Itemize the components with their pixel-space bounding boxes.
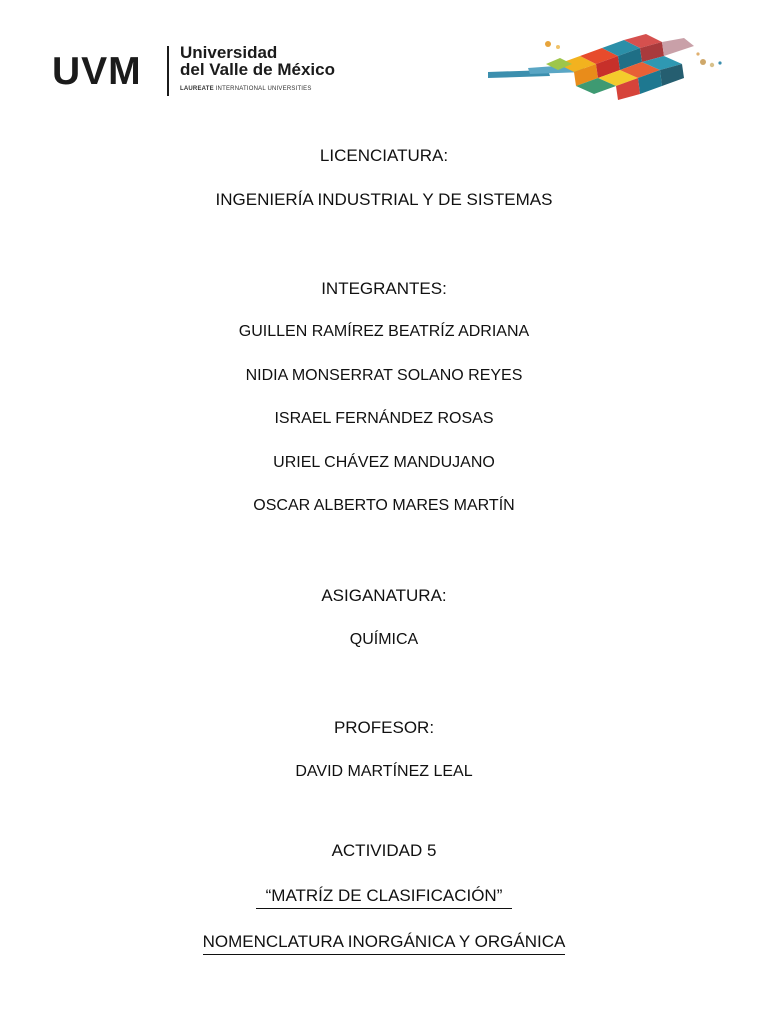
activity-subtitle-line: [0, 931, 768, 955]
university-name-line2: del Valle de México: [180, 60, 335, 79]
activity-label: ACTIVIDAD 5: [331, 841, 437, 860]
laureate-tagline: [180, 86, 312, 92]
degree-label: LICENCIATURA:: [319, 146, 449, 165]
colored-cubes-graphic: [488, 34, 728, 100]
subject-label: ASIGANATURA:: [321, 586, 447, 605]
laureate-tag-bold: LAUREATE: [180, 86, 214, 92]
professor-label: PROFESOR:: [333, 718, 435, 737]
laureate-tag-rest: INTERNATIONAL UNIVERSITIES: [213, 86, 312, 92]
member-name: OSCAR ALBERTO MARES MARTÍN: [253, 497, 515, 514]
activity-subtitle: NOMENCLATURA INORGÁNICA Y ORGÁNICA: [203, 931, 566, 955]
member-name: NIDIA MONSERRAT SOLANO REYES: [245, 367, 523, 384]
professor-value: DAVID MARTÍNEZ LEAL: [295, 763, 473, 780]
member-name: URIEL CHÁVEZ MANDUJANO: [273, 454, 495, 471]
activity-title-line: [0, 885, 768, 909]
member-name: GUILLEN RAMÍREZ BEATRÍZ ADRIANA: [238, 323, 530, 340]
subject-value: QUÍMICA: [349, 631, 419, 648]
member-name: ISRAEL FERNÁNDEZ ROSAS: [274, 410, 494, 427]
university-name-line1: Universidad: [180, 43, 278, 62]
activity-title: “MATRÍZ DE CLASIFICACIÓN”: [256, 885, 513, 909]
degree-value: INGENIERÍA INDUSTRIAL Y DE SISTEMAS: [215, 190, 553, 209]
logo-divider: [167, 46, 169, 96]
members-label: INTEGRANTES:: [321, 279, 447, 298]
uvm-logo: [52, 43, 335, 100]
logo-mark: UVM: [52, 50, 142, 93]
university-name: [180, 44, 335, 78]
